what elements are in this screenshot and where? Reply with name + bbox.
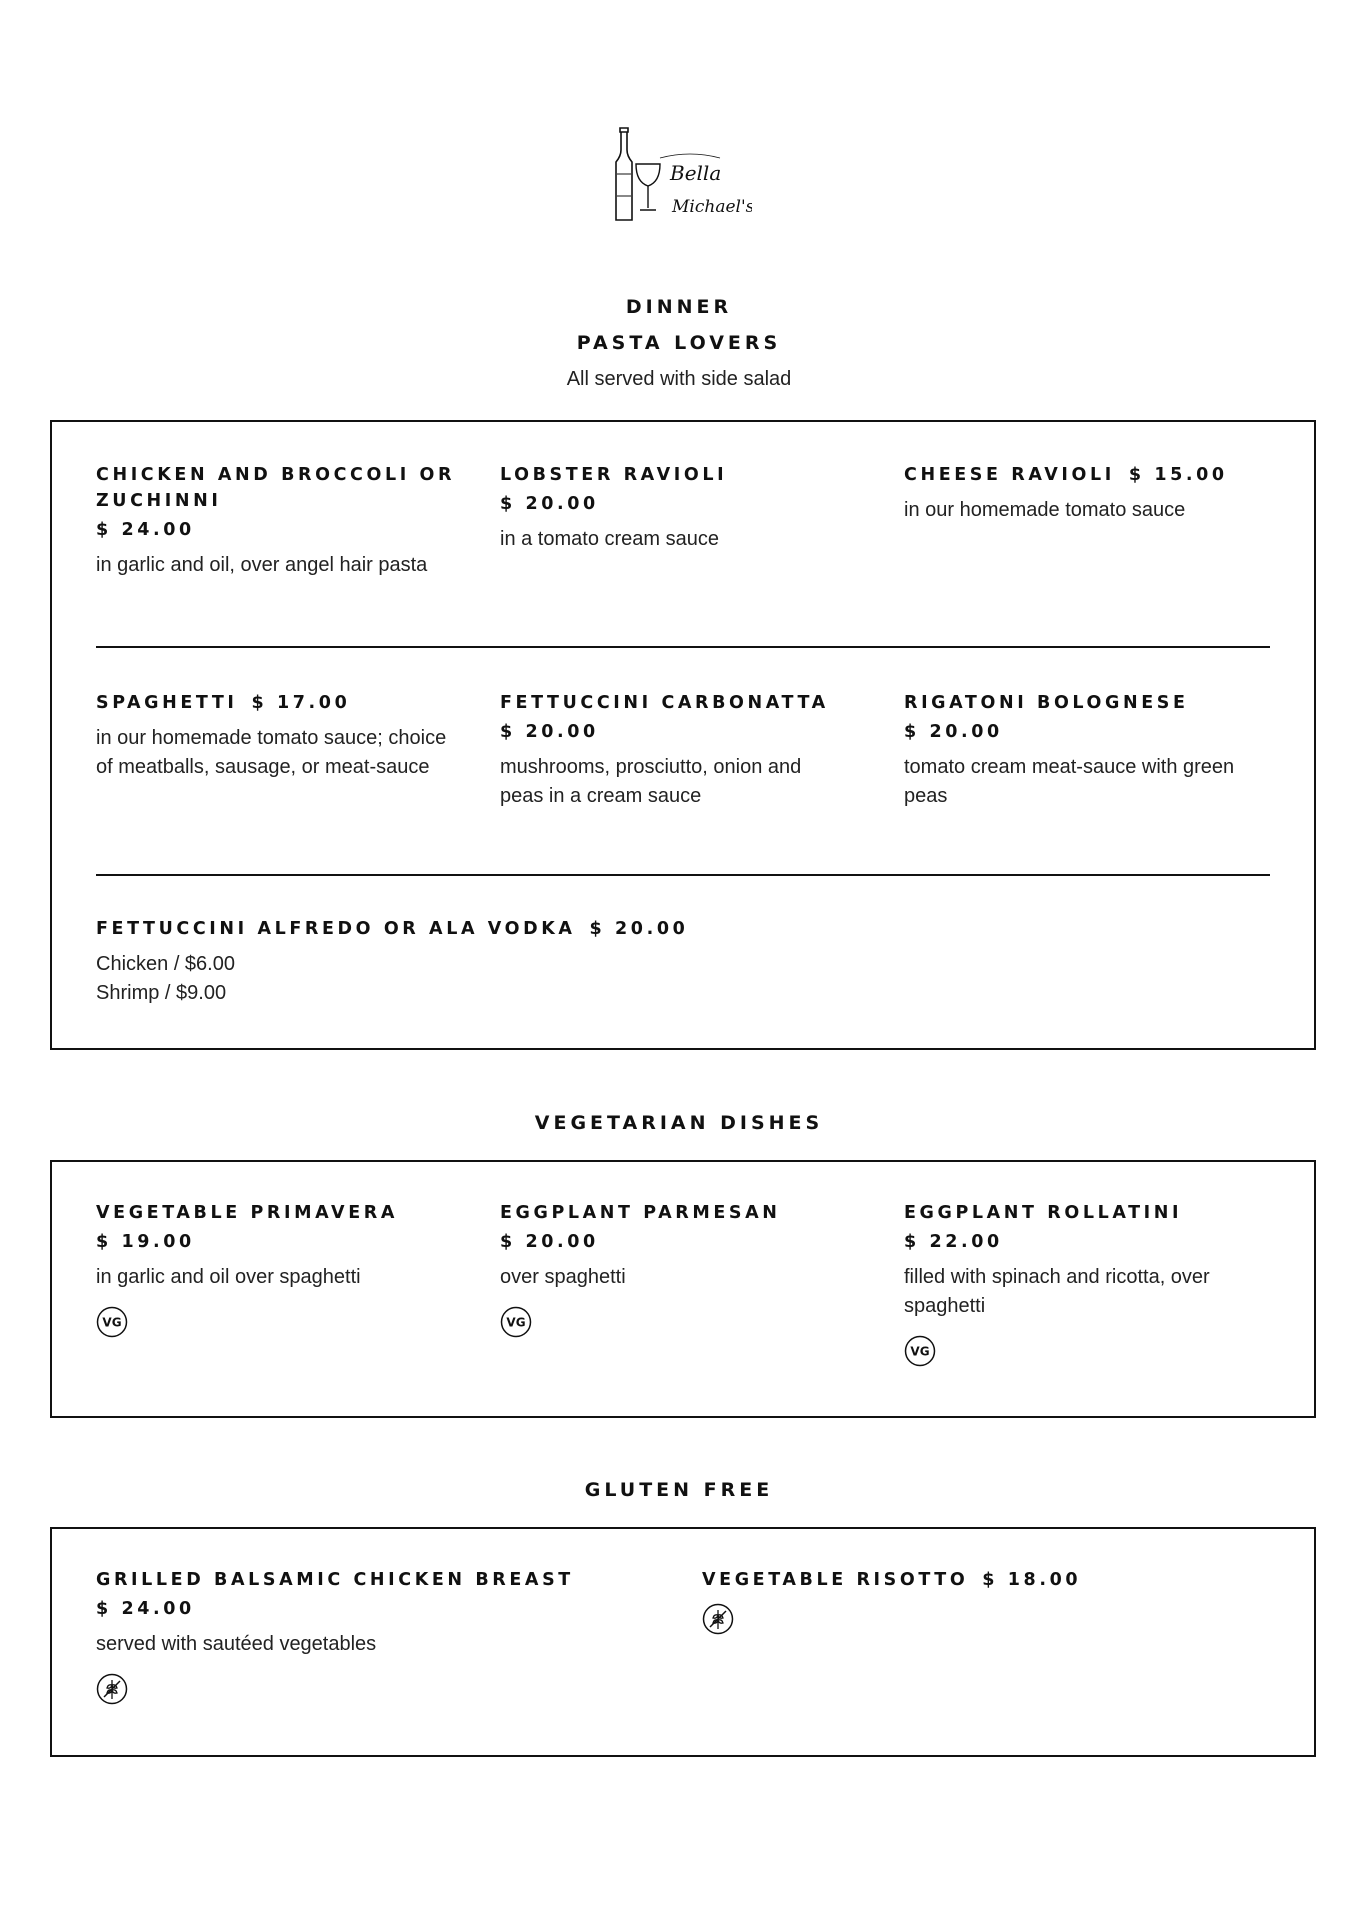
item-price: $ 22.00 <box>904 1232 1003 1252</box>
item-name <box>702 1567 1222 1593</box>
item-price: $ 15.00 <box>1128 465 1228 485</box>
item-price: $ 19.00 <box>96 1232 195 1252</box>
divider <box>96 646 1270 648</box>
item-name: EGGPLANT ROLLATINI <box>904 1203 1183 1223</box>
item-price: $ 20.00 <box>500 494 599 514</box>
item-price: $ 20.00 <box>500 722 599 742</box>
menu-item <box>96 1567 656 1709</box>
item-description: in garlic and oil over spaghetti <box>96 1266 361 1288</box>
item-description: in a tomato cream sauce <box>500 528 719 550</box>
menu-item <box>904 690 1264 811</box>
item-name: CHICKEN AND BROCCOLI OR ZUCHINNI <box>96 465 456 511</box>
item-name: FETTUCCINI CARBONATTA <box>500 693 829 713</box>
item-price: $ 20.00 <box>500 1232 599 1252</box>
svg-text:Bella: Bella <box>670 161 722 185</box>
item-price: $ 17.00 <box>251 693 351 713</box>
menu-item <box>96 1200 456 1342</box>
item-description: served with sautéed vegetables <box>96 1633 377 1655</box>
menu-item <box>500 690 840 811</box>
item-addon-shrimp: Shrimp / $9.00 <box>96 982 227 1004</box>
item-name: RIGATONI BOLOGNESE <box>904 693 1189 713</box>
menu-item <box>96 916 996 1008</box>
menu-item <box>96 690 456 782</box>
section-title-pasta: PASTA LOVERS <box>576 332 782 354</box>
badge-label: VG <box>102 1315 122 1330</box>
section-subtitle: All served with side salad <box>566 368 792 390</box>
gluten-free-icon <box>702 1603 734 1635</box>
item-description: in our homemade tomato sauce <box>904 499 1186 521</box>
item-description: mushrooms, prosciutto, onion and peas in a cream sauce <box>500 756 802 807</box>
item-name-text: SPAGHETTI <box>96 693 238 713</box>
badge-label: VG <box>506 1315 526 1330</box>
divider <box>96 874 1270 876</box>
item-name <box>96 690 456 716</box>
item-description: over spaghetti <box>500 1266 626 1288</box>
vegetarian-badge-icon <box>96 1306 128 1338</box>
menu-title: DINNER <box>625 296 733 318</box>
item-description: filled with spinach and ricotta, over spaghetti <box>904 1266 1210 1317</box>
vegetarian-section-box <box>50 1160 1316 1418</box>
item-price: $ 24.00 <box>96 520 195 540</box>
vegetarian-badge-icon <box>904 1335 936 1367</box>
item-description: in garlic and oil, over angel hair pasta <box>96 554 428 576</box>
item-description: tomato cream meat-sauce with green peas <box>904 756 1235 807</box>
item-addon-chicken: Chicken / $6.00 <box>96 953 235 975</box>
item-name-text: CHEESE RAVIOLI <box>904 465 1115 485</box>
vegetarian-badge-icon <box>500 1306 532 1338</box>
menu-item <box>904 1200 1264 1371</box>
menu-item <box>904 462 1284 525</box>
item-price: $ 18.00 <box>982 1570 1082 1590</box>
restaurant-logo <box>612 122 752 232</box>
section-title-gluten-free: GLUTEN FREE <box>584 1479 774 1501</box>
badge-label: VG <box>910 1344 930 1359</box>
item-price: $ 24.00 <box>96 1599 195 1619</box>
svg-text:Michael's: Michael's <box>672 197 752 217</box>
item-name-text: VEGETABLE RISOTTO <box>702 1570 969 1590</box>
item-name-text: FETTUCCINI ALFREDO OR ALA VODKA <box>96 919 576 939</box>
item-name: VEGETABLE PRIMAVERA <box>96 1203 398 1223</box>
item-price: $ 20.00 <box>589 919 689 939</box>
wine-bottle-logo-icon <box>612 122 752 232</box>
item-price: $ 20.00 <box>904 722 1003 742</box>
item-name <box>96 916 996 942</box>
menu-item <box>96 462 456 580</box>
pasta-section-box <box>50 420 1316 1050</box>
gluten-free-icon <box>96 1673 128 1705</box>
section-title-vegetarian: VEGETARIAN DISHES <box>534 1112 824 1134</box>
item-name: GRILLED BALSAMIC CHICKEN BREAST <box>96 1570 574 1590</box>
menu-item <box>702 1567 1222 1639</box>
item-description: in our homemade tomato sauce; choice of meatballs, sausage, or meat-sauce <box>96 727 447 778</box>
item-name: EGGPLANT PARMESAN <box>500 1203 781 1223</box>
gluten-free-section-box <box>50 1527 1316 1757</box>
item-name: LOBSTER RAVIOLI <box>500 465 728 485</box>
menu-item <box>500 1200 860 1342</box>
menu-item <box>500 462 860 554</box>
item-name <box>904 462 1284 488</box>
